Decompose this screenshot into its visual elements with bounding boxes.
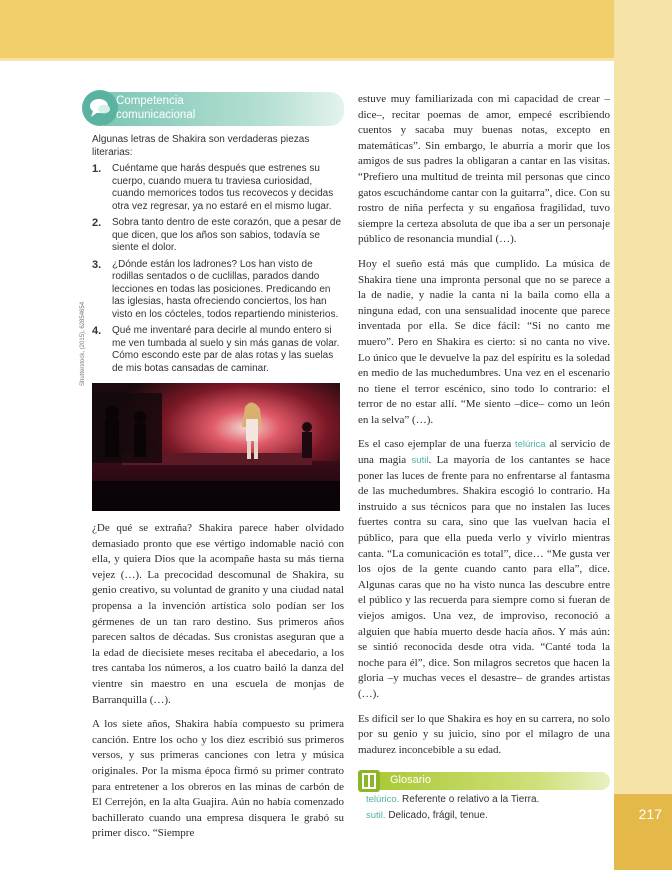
speech-bubble-icon: [82, 90, 118, 126]
competencia-intro: Algunas letras de Shakira son verdaderas piezas literarias:: [92, 134, 310, 158]
body-paragraph: Es difícil ser lo que Shakira es hoy en su carrera, no solo por su genio y su juicio, sino por el milagro de una madurez inconcebible a su edad.: [358, 712, 610, 756]
competencia-title-line1: Competencia: [116, 95, 184, 107]
right-column: [358, 92, 610, 824]
text-run: . La mayoría de los cantantes se hace poner las luces de frente para no enfrentarse al fantasma de las muchedumbres. Shakira escogió lo contrario. Ha instruido a sus técnicos para que no instalen las luces fuertes contra su cara, sino que las vuelvan hacia el público, para que ella pueda verlo y vivirlo mientras canta. “La comunicación es total”, dice… “Me gusta ver los ojos de la gente cuando canto para ella”, dice. Algunas caras que no ha visto nunca las descubre entre el público y las recuerda para siempre como si fueran de viejos amigos. Una vez, de improviso, reconoció a alguien que había muerto desde hacía años. Y más aún: se sintió reconocida desde otra vida. “Canté toda la noche para él”, dice. Son milagros secretos que hacen la gloria –y muchas veces el desastre– de grandes artistas (…).: [358, 454, 611, 700]
top-banner-edge: [0, 58, 672, 61]
side-banner: [614, 0, 672, 870]
glossary-entry-definition: Delicado, frágil, tenue.: [385, 810, 488, 822]
glossary-entry: [366, 808, 610, 824]
poem-number: 4.: [92, 325, 102, 337]
glossary-term-telurica: telúrica: [514, 439, 546, 451]
poem-item: [92, 217, 344, 255]
poem-item: [92, 163, 344, 213]
glossary-entry: [366, 792, 610, 808]
body-paragraph: [358, 437, 610, 702]
poem-number: 1.: [92, 163, 102, 175]
competencia-title-line2: comunicacional: [116, 109, 196, 121]
book-icon: [358, 770, 380, 792]
glossary-entry-definition: Referente o relativo a la Tierra.: [399, 794, 540, 806]
left-column: [82, 90, 344, 842]
top-banner: [0, 0, 672, 58]
competencia-header: [82, 90, 344, 128]
glossary-entry-term: sutil.: [366, 810, 386, 822]
poem-text: Cuéntame que harás después que estrenes su cuerpo, cuando muera tu traviesa curiosidad, cuando memorices todos tus recovecos y decidas otra vez regresar, ya no estaré en el mismo lugar.: [112, 163, 334, 212]
poem-number: 3.: [92, 258, 102, 271]
page-number: 217: [638, 806, 662, 822]
glossary-title: Glosario: [390, 774, 431, 787]
glossary-entry-term: telúrico.: [366, 794, 400, 806]
text-run: al servicio de una magia: [358, 438, 610, 467]
glossary-box: [358, 770, 610, 824]
body-paragraph: estuve muy familiarizada con mi capacidad de crear –dice–, recitar poemas de amor, empecé escribiendo cuentos y sacaba muy buenas notas, excepto en matemáticas”. Sin embargo, le aburría a morir que los amigos de sus padres la obligaran a cantar en las visitas. “Prefiero una multitud de treinta mil personas que cinco gatos escuchándome cantar con la guitarra”, dice. Con su rostro de niña perfecta y su engañosa fragilidad, tuvo siempre la certeza absoluta de que iba a ser un personaje público de resonancia mundial (…).: [358, 93, 610, 246]
glossary-header: [358, 770, 610, 792]
poem-text: Sobra tanto dentro de este corazón, que a pesar de que dicen, que los años son sabios, todavía se siente el dolor.: [112, 217, 342, 253]
concert-photo: [92, 383, 340, 511]
poem-text: ¿Dónde están los ladrones? Los han visto de rodillas sentados o de cuclillas, parados dando lecciones en todas las posiciones. Predicando en las iglesias, hasta ofreciendo conciertos, los han visto en los cócteles, todos repartiendo ministerios.: [112, 258, 339, 320]
poem-item: [92, 259, 344, 322]
poem-item: [92, 325, 344, 375]
poem-text: Qué me inventaré para decirle al mundo entero si me ven tumbada al suelo y sin más ganas de volar. Cómo escondo este par de alas rotas y las suelas de mis botas cansadas de caminar.: [112, 325, 340, 374]
body-paragraph: Hoy el sueño está más que cumplido. La música de Shakira tiene una impronta personal que no se parece a la de nadie, y nadie la canta ni la baila como ella a ninguna edad, con una sensualidad inocente que parece inventada por ella. Se dice fácil: “Si no canto me muero”. Pero en Shakira es cierto: si no canta no vive. Lo único que le devuelve la paz del espíritu es la soledad en medio de las muchedumbres. Una vez en el escenario no tiene el terror escénico, sino todo lo contrario: el terror de no estar allí. “Me siento –dice– como un león en la selva” (…).: [358, 257, 610, 426]
body-paragraph: ¿De qué se extraña? Shakira parece haber olvidado demasiado pronto que ese vértigo indomable nació con ella, y quiera Dios que la acompañe hasta su más tierna vejez (…). La precocidad descomunal de Shakira, su genio creativo, su voluntad de granito y una ciudad natal propensa a la invención artística solo podían ser los gérmenes de un tan raro destino. Sus primeros años parecen saltos de décadas. Sus cronistas aseguran que a la edad de diecisiete meses recitaba el abecedario, a los tres cantaba los números, a los cuatro bailó la danza del vientre sin maestro en una escuela de monjas de Barranquilla (…).: [92, 522, 344, 706]
body-paragraph: A los siete años, Shakira había compuesto su primera canción. Entre los ocho y los diez escribió sus primeros versos, y sus primeras canciones con letra y música originales. Por la misma época firmó su primer contrato para entretener a los obreros en las minas de carbón de El Cerrejón, en la alta Guajira. Aún no había comenzado bachillerato cuando una empresa disquera le grabó su primer disco. “Siempre: [92, 718, 344, 840]
photo-credit: Shutterstock, (2015), 62854654: [80, 301, 86, 386]
glossary-term-sutil: sutil: [411, 455, 429, 467]
poem-number: 2.: [92, 217, 102, 229]
text-run: Es el caso ejemplar de una fuerza: [358, 438, 515, 451]
competencia-title: [116, 94, 195, 122]
